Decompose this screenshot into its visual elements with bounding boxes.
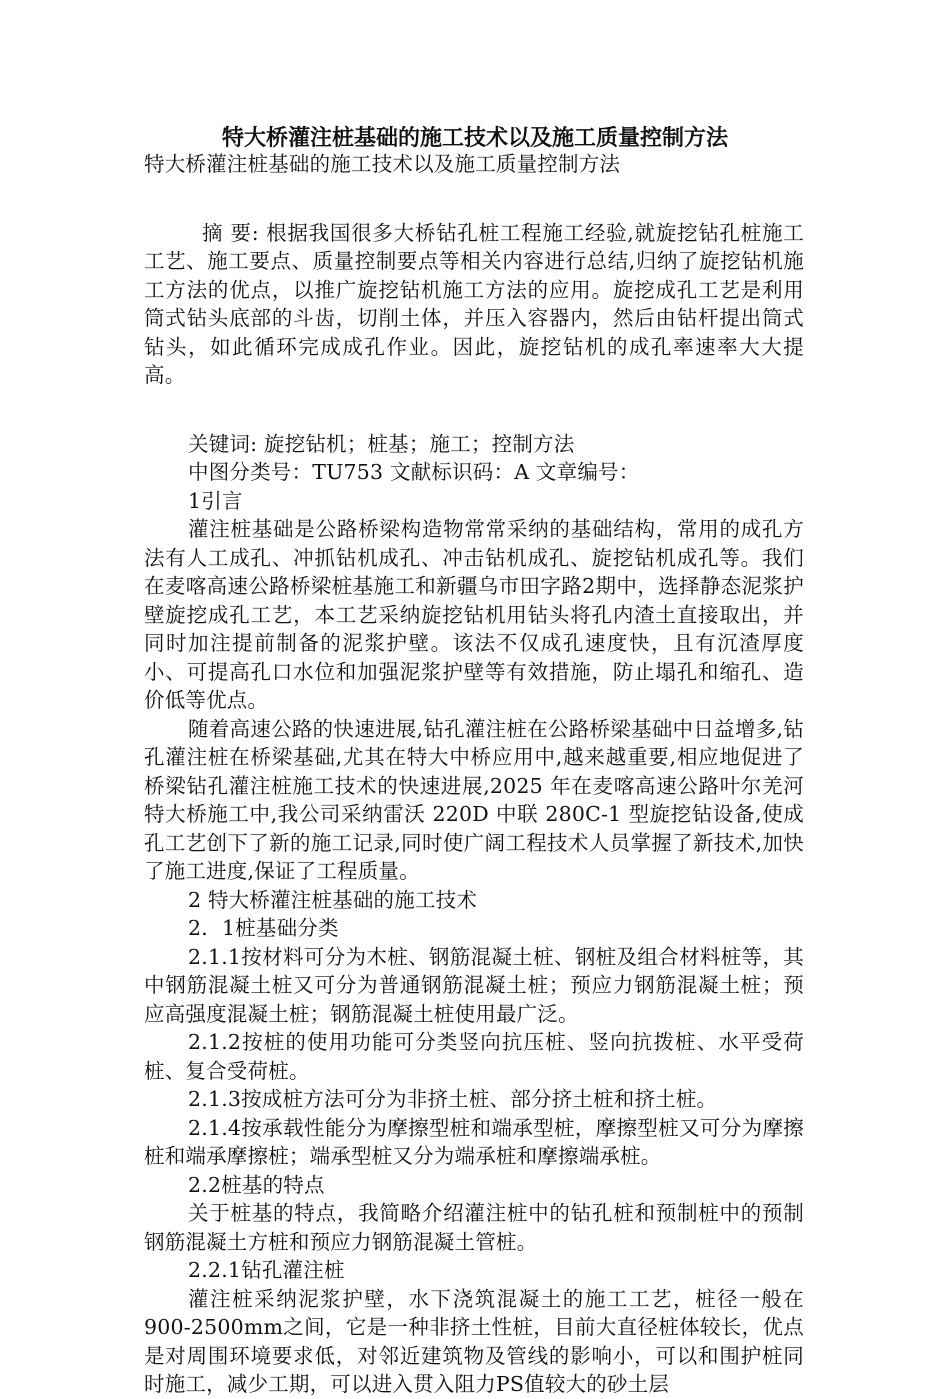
section-1-paragraph-2: 随着高速公路的快速进展,钻孔灌注桩在公路桥梁基础中日益增多,钻孔灌注桩在桥梁基础,尤其在特大中桥应用中,越来越重要,相应地促进了桥梁钻孔灌注桩施工技术的快速进展,2025 年在麦喀高速公路叶尔羌河特大桥施工中,我公司采纳雷沃 220D 中联 280C-1 型旋挖钻设备,使成孔工艺创下了新的施工记录,同时使广阔工程技术人员掌握了新技术,加快了施工进度,保证了工程质量。 bbox=[144, 716, 804, 883]
document-body bbox=[144, 150, 804, 1399]
abstract-paragraph: 摘 要: 根据我国很多大桥钻孔桩工程施工经验,就旋挖钻孔桩施工工艺、施工要点、质量控制要点等相关内容进行总结,归纳了旋挖钻机施工方法的优点，以推广旋挖钻机施工方法的应用。旋挖成孔工艺是利用筒式钻头底部的斗齿，切削土体，并压入容器内，然后由钻杆提出筒式钻头，如此循环完成成孔作业。因此，旋挖钻机的成孔率速率大大提高。 bbox=[144, 220, 804, 387]
item-2-1-2: 2.1.2按桩的使用功能可分类竖向抗压桩、竖向抗拨桩、水平受荷桩、复合受荷桩。 bbox=[144, 1030, 804, 1083]
item-2-1-3: 2.1.3按成桩方法可分为非挤土桩、部分挤土桩和挤土桩。 bbox=[188, 1087, 718, 1111]
document-title: 特大桥灌注桩基础的施工技术以及施工质量控制方法 bbox=[221, 125, 728, 151]
classification-line: 中图分类号：TU753 文献标识码：A 文章编号： bbox=[188, 460, 640, 484]
section-2-1-heading: 2．1桩基础分类 bbox=[188, 916, 339, 940]
section-2-2-heading: 2.2桩基的特点 bbox=[188, 1172, 325, 1197]
item-2-1-4: 2.1.4按承载性能分为摩擦型桩和端承型桩，摩擦型桩又可分为摩擦桩和端承摩擦桩；端承型桩又分为端承桩和摩擦端承桩。 bbox=[144, 1115, 804, 1168]
section-2-2-1-heading: 2.2.1钻孔灌注桩 bbox=[188, 1258, 345, 1282]
spacer bbox=[144, 390, 804, 430]
section-2-2-paragraph: 关于桩基的特点，我简略介绍灌注桩中的钻孔桩和预制桩中的预制钢筋混凝土方桩和预应力钢筋混凝土管桩。 bbox=[144, 1201, 804, 1254]
keywords-line: 关键词: 旋挖钻机；桩基；施工；控制方法 bbox=[188, 431, 575, 456]
spacer bbox=[144, 179, 804, 219]
section-1-paragraph-1: 灌注桩基础是公路桥梁构造物常常采纳的基础结构，常用的成孔方法有人工成孔、冲抓钻机成孔、冲击钻机成孔、旋挖钻机成孔等。我们在麦喀高速公路桥梁桩基施工和新疆乌市田字路2期中，选择静态泥浆护壁旋挖成孔工艺，本工艺采纳旋挖钻机用钻头将孔内渣土直接取出，并同时加注提前制备的泥浆护壁。该法不仅成孔速度快，且有沉渣厚度小、可提高孔口水位和加强泥浆护壁等有效措施，防止塌孔和缩孔、造价低等优点。 bbox=[144, 517, 804, 712]
document-subtitle: 特大桥灌注桩基础的施工技术以及施工质量控制方法 bbox=[144, 152, 621, 176]
section-2-heading: 2 特大桥灌注桩基础的施工技术 bbox=[188, 887, 478, 912]
section-2-2-1-paragraph: 灌注桩采纳泥浆护壁，水下浇筑混凝土的施工工艺，桩径一般在900-2500mm之间，它是一种非挤土性桩，目前大直径桩体较长，优点是对周围环境要求低，对邻近建筑物及管线的影响小，可以和围护桩同时施工，减少工期，可以进入贯入阻力PS值较大的砂土层 bbox=[144, 1286, 804, 1396]
item-2-1-1: 2.1.1按材料可分为木桩、钢筋混凝土桩、钢桩及组合材料桩等，其中钢筋混凝土桩又可分为普通钢筋混凝土桩；预应力钢筋混凝土桩；预应高强度混凝土桩；钢筋混凝土桩使用最广泛。 bbox=[144, 944, 804, 1026]
section-1-heading: 1引言 bbox=[188, 488, 243, 513]
